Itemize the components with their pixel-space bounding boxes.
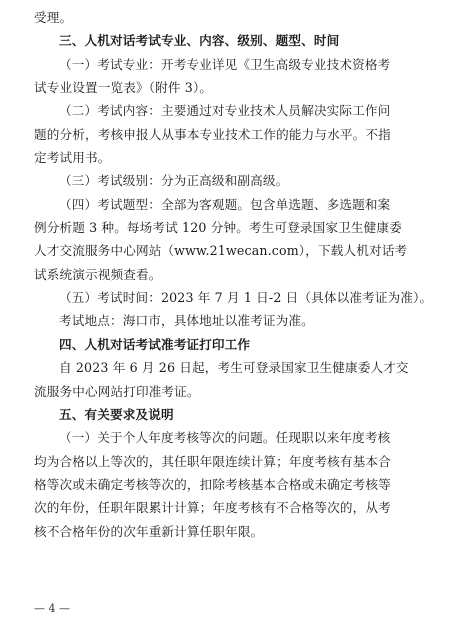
text-line: 格等次或未确定考核等次的，扣除考核基本合格或未确定考核等 <box>34 476 391 492</box>
text-line: 核不合格年份的次年重新计算任职年限。 <box>34 523 264 539</box>
text-line: （一）考试专业：开考专业详见《卫生高级专业技术资格考 <box>59 56 391 72</box>
text-line: 定考试用书。 <box>34 150 111 166</box>
text-line: 人才交流服务中心网站（www.21wecan.com），下载人机对话考 <box>34 243 408 259</box>
text-line: 次的年份，任职年限累计计算；年度考核有不合格等次的，从考 <box>34 500 391 516</box>
text-line: 自 2023 年 6 月 26 日起，考生可登录国家卫生健康委人才交 <box>59 360 409 376</box>
section-heading: 四、人机对话考试准考证打印工作 <box>59 336 251 352</box>
text-line: 考试地点：海口市，具体地址以准考证为准。 <box>59 313 314 329</box>
text-line: 题的分析，考核申报人从事本专业技术工作的能力与水平。不指 <box>34 126 391 142</box>
document-body <box>34 6 435 543</box>
text-line: （二）考试内容：主要通过对专业技术人员解决实际工作问 <box>59 103 391 119</box>
text-line: 流服务中心网站打印准考证。 <box>34 383 200 399</box>
text-line: 均为合格以上等次的，其任职年限连续计算；年度考核有基本合 <box>34 453 391 469</box>
text-line: 试专业设置一览表》（附件 3）。 <box>34 80 213 96</box>
text-line: （一）关于个人年度考核等次的问题。任现职以来年度考核 <box>59 430 391 446</box>
section-heading: 三、人机对话考试专业、内容、级别、题型、时间 <box>59 33 340 49</box>
text-line: 受理。 <box>34 10 73 25</box>
text-line: 试系统演示视频查看。 <box>34 266 162 282</box>
section-heading: 五、有关要求及说明 <box>59 406 174 422</box>
page-number: — 4 — <box>34 602 70 615</box>
text-line: （四）考试题型：全部为客观题。包含单选题、多选题和案 <box>59 196 391 212</box>
text-line: 例分析题 3 种。每场考试 120 分钟。考生可登录国家卫生健康委 <box>34 220 402 236</box>
text-line: （五）考试时间：2023 年 7 月 1 日-2 日（具体以准考证为准）。 <box>59 290 433 306</box>
text-line: （三）考试级别：分为正高级和副高级。 <box>59 173 289 189</box>
